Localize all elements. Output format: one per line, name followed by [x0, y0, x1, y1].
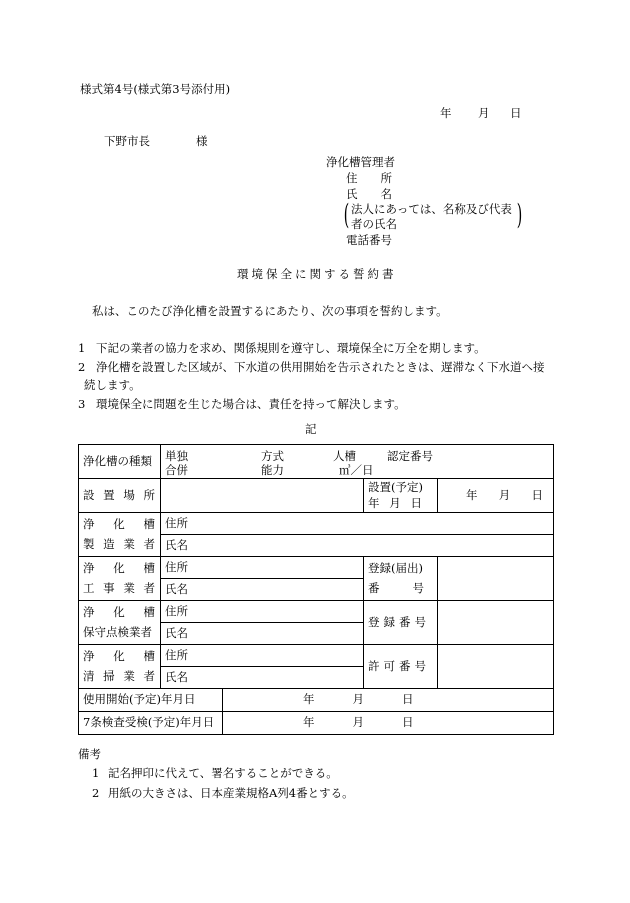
- addressee-name: 下野市長: [104, 134, 150, 148]
- contractor-name: 氏名: [161, 579, 364, 601]
- form-table: [78, 444, 554, 735]
- note-1-text: 記名押印に代えて、署名することができる。: [108, 766, 338, 780]
- address-label: 住 所: [346, 171, 392, 185]
- addressee-honorific: 様: [196, 134, 208, 148]
- form-number: 様式第4号(様式第3号添付用): [80, 82, 231, 96]
- registration-notif-value: [438, 557, 554, 601]
- registration-number-value: [438, 601, 554, 645]
- site-label: 設 置 場 所: [79, 479, 161, 513]
- contractor-label: 浄 化 槽 工 事 業 者: [79, 557, 161, 601]
- date-year: 年: [440, 106, 452, 120]
- ki-heading: 記: [305, 422, 317, 436]
- note-1-num: 1: [92, 766, 100, 780]
- note-2-num: 2: [92, 786, 100, 800]
- inspection-label: 7条検査受検(予定)年月日: [79, 712, 223, 735]
- item-2-num: 2: [78, 360, 86, 374]
- install-date-label: 設置(予定) 年 月 日: [364, 479, 438, 513]
- manufacturer-address: 住所: [161, 513, 554, 535]
- manufacturer-label: 浄 化 槽 製 造 業 者: [79, 513, 161, 557]
- maintenance-address: 住所: [161, 601, 364, 623]
- paren-close: ): [516, 198, 523, 231]
- name-label: 氏 名: [346, 187, 392, 201]
- intro-text: 私は、このたび浄化槽を設置するにあたり、次の事項を誓約します。: [92, 304, 448, 318]
- item-3-num: 3: [78, 397, 86, 411]
- type-cell: 単独 方式 人槽 認定番号 合併 能力 ㎥／日: [161, 445, 554, 479]
- registration-number-label: 登 録 番 号: [364, 601, 438, 645]
- corp-note-line1: 法人にあっては、名称及び代表: [351, 202, 512, 216]
- inspection-value: 年 月 日: [223, 712, 554, 735]
- usage-start-label: 使用開始(予定)年月日: [79, 689, 223, 712]
- item-1-num: 1: [78, 341, 86, 355]
- cleaner-address: 住所: [161, 645, 364, 667]
- date-month: 月: [478, 106, 490, 120]
- maintenance-label: 浄 化 槽 保守点検業者: [79, 601, 161, 645]
- item-2-text-cont: 続します。: [84, 378, 141, 392]
- corp-note-line2: 者の氏名: [351, 217, 397, 231]
- type-label: 浄化槽の種類: [79, 445, 161, 479]
- item-3-text: 環境保全に問題を生じた場合は、責任を持って解決します。: [96, 397, 406, 411]
- phone-label: 電話番号: [346, 233, 392, 247]
- manufacturer-name: 氏名: [161, 535, 554, 557]
- permit-number-value: [438, 645, 554, 689]
- contractor-address: 住所: [161, 557, 364, 579]
- item-1-text: 下記の業者の協力を求め、関係規則を遵守し、環境保全に万全を期します。: [96, 341, 486, 355]
- cleaner-name: 氏名: [161, 667, 364, 689]
- maintenance-name: 氏名: [161, 623, 364, 645]
- applicant-role: 浄化槽管理者: [326, 155, 395, 169]
- notes-title: 備考: [78, 747, 101, 761]
- usage-start-value: 年 月 日: [223, 689, 554, 712]
- permit-number-label: 許 可 番 号: [364, 645, 438, 689]
- note-2-text: 用紙の大きさは、日本産業規格A列4番とする。: [108, 786, 354, 800]
- cleaner-label: 浄 化 槽 清 掃 業 者: [79, 645, 161, 689]
- item-2-text: 浄化槽を設置した区域が、下水道の供用開始を告示されたときは、遅滞なく下水道へ接: [96, 360, 545, 374]
- date-day: 日: [510, 106, 522, 120]
- install-date-value: 年 月 日: [438, 479, 554, 513]
- registration-notif-label: 登録(届出) 番 号: [364, 557, 438, 601]
- paren-open: (: [343, 198, 350, 231]
- site-value: [161, 479, 364, 513]
- document-title: 環境保全に関する誓約書: [237, 267, 397, 281]
